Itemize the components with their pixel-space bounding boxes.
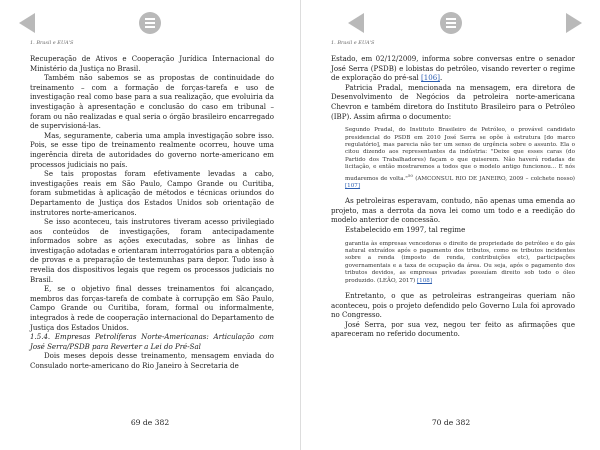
footnote-link[interactable]: [107] — [345, 182, 361, 189]
page-number: 69 de 382 — [130, 418, 170, 427]
left-page-text — [30, 54, 274, 371]
paragraph: Mas, seguramente, caberia uma ampla investigação sobre isso. Pois, se esse tipo de treinamento realmente ocorreu, houve uma ingerência direta de autoridades do governo norte-americano em processos judiciais no país. — [30, 130, 274, 169]
arrow-left-icon — [19, 13, 35, 33]
paragraph: Se isso aconteceu, tais instrutores tiveram acesso privilegiado aos conteúdos de investigações, foram antecipadamente informados sobre as ações executadas, sobre as linhas de investigação adotadas e orientaram interrogatórios para a obtenção de provas e a preparação de testemunhas para depor. Tudo isso à revelia dos dispositivos legais que regem os processos judiciais no Brasil. — [30, 217, 274, 284]
quote-source: (AMCONSUL RIO DE JANEIRO, 2009 – colchete nosso) — [415, 175, 575, 182]
paragraph-text: Estado, em 02/12/2009, informa sobre conversas entre o senador José Serra (PSDB) e lobistas do petróleo, visando reverter o regime de exploração do pré-sal — [331, 54, 575, 83]
paragraph: Patricia Pradal, mencionada na mensagem, era diretora de Desenvolvimento de Negócios da petroleira norte-americana Chevron e também diretora do Instituto Brasileiro para o Petróleo (IBP). Assim afirma o documento: — [331, 82, 575, 121]
quote-text: garantia às empresas vencedoras o direito de propriedade do petróleo e do gás natural extraídos após o pagamento dos tributos, como os tributos incidentes sobre a renda (imposto de renda, contribuições etc), participações governamentais e a taxa de ocupação da área. Ou seja, após o pagamento dos tributos devidos, as empresas privadas possuíam direito sob todo o óleo produzido. (LEÃO, 2017) — [345, 240, 575, 284]
paragraph: Se tais propostas foram efetivamente levadas a cabo, investigações reais em São Paulo, Campo Grande ou Curitiba, foram submetidas à aplicação de métodos e técnicas oriundos do Departamento de Justiça dos Estados Unidos sob orientação de instrutores norte-americanos. — [30, 169, 274, 217]
paragraph: E, se o objetivo final desses treinamentos foi alcançado, membros das forças-tarefa de combate à corrupção em São Paulo, Campo Grande ou Curitiba, foram, formal ou informalmente, integrados à rede de cooperação internacional do Departamento de Justiça dos Estados Unidos. — [30, 284, 274, 332]
quote-text: Segundo Pradal, do Instituto Brasileiro de Petróleo, o provável candidato presidencial do PSDB em 2010 José Serra se opõe à estrutura [do marco regulatório], mas parecia não ter um senso de urgência sobre o assunto. Ela o citou dizendo aos representantes da indústria: "Deixe que esses caras (do Partido dos Trabalhadores) façam o que quiserem. Não haverá rodadas de licitação, e então mostraremos a todos que o modelo antigo funcionou... E nós mudaremos de volta." — [345, 127, 575, 182]
arrow-left-icon — [348, 13, 364, 33]
previous-page-button[interactable] — [16, 12, 38, 34]
paragraph: Entretanto, o que as petroleiras estrangeiras queriam não aconteceu, pois o projeto defendido pelo Governo Lula foi aprovado no Congresso. — [331, 291, 575, 320]
menu-button[interactable] — [139, 12, 161, 34]
paragraph: As petroleiras esperavam, contudo, não apenas uma emenda ao projeto, mas a derrota da nova lei como um todo e a reedição do modelo anterior de concessão. — [331, 196, 575, 225]
right-page — [300, 0, 600, 450]
menu-button[interactable] — [440, 12, 462, 34]
block-quote — [345, 127, 575, 190]
paragraph: Dois meses depois desse treinamento, mensagem enviada do Consulado norte-americano do Rio Janeiro à Secretaria de — [30, 351, 274, 370]
section-heading: 1.5.4. Empresas Petrolíferas Norte-Americanas: Articulação com José Serra/PSDB para Reverter a Lei do Pré-Sal — [30, 332, 274, 351]
footnote-marker: 50 — [407, 172, 413, 178]
arrow-right-icon — [566, 13, 582, 33]
previous-page-button[interactable] — [345, 12, 367, 34]
footnote-link[interactable]: [106] — [421, 73, 440, 83]
block-quote — [345, 241, 575, 285]
page-number: 70 de 382 — [431, 418, 471, 427]
menu-icon — [440, 12, 462, 34]
paragraph: Também não sabemos se as propostas de continuidade do treinamento – com a formação de forças-tarefa e uso de investigação real como base para a sua realização, que evoluiria da investigação à apresentação e conclusão do caso em tribunal – foram ou não realizadas e qual seria o órgão brasileiro encarregado de supervisioná-las. — [30, 73, 274, 131]
footnote-link[interactable]: [108] — [416, 277, 433, 284]
paragraph: Estabelecido em 1997, tal regime — [345, 225, 466, 235]
paragraph: José Serra, por sua vez, negou ter feito as afirmações que apareceram no referido documento. — [331, 319, 575, 339]
next-page-button[interactable] — [563, 12, 585, 34]
paragraph: Estado, em 02/12/2009, informa sobre conversas entre o senador José Serra (PSDB) e lobistas do petróleo, visando reverter o regime de exploração do pré-sal [106]. — [331, 54, 575, 83]
right-page-text — [331, 54, 575, 339]
menu-icon — [139, 12, 161, 34]
paragraph: Recuperação de Ativos e Cooperação Jurídica Internacional do Ministério da Justiça no Brasil. — [30, 54, 274, 73]
running-header: 1. Brasil e EUA'S — [331, 40, 375, 46]
running-header: 1. Brasil e EUA'S — [30, 40, 74, 46]
